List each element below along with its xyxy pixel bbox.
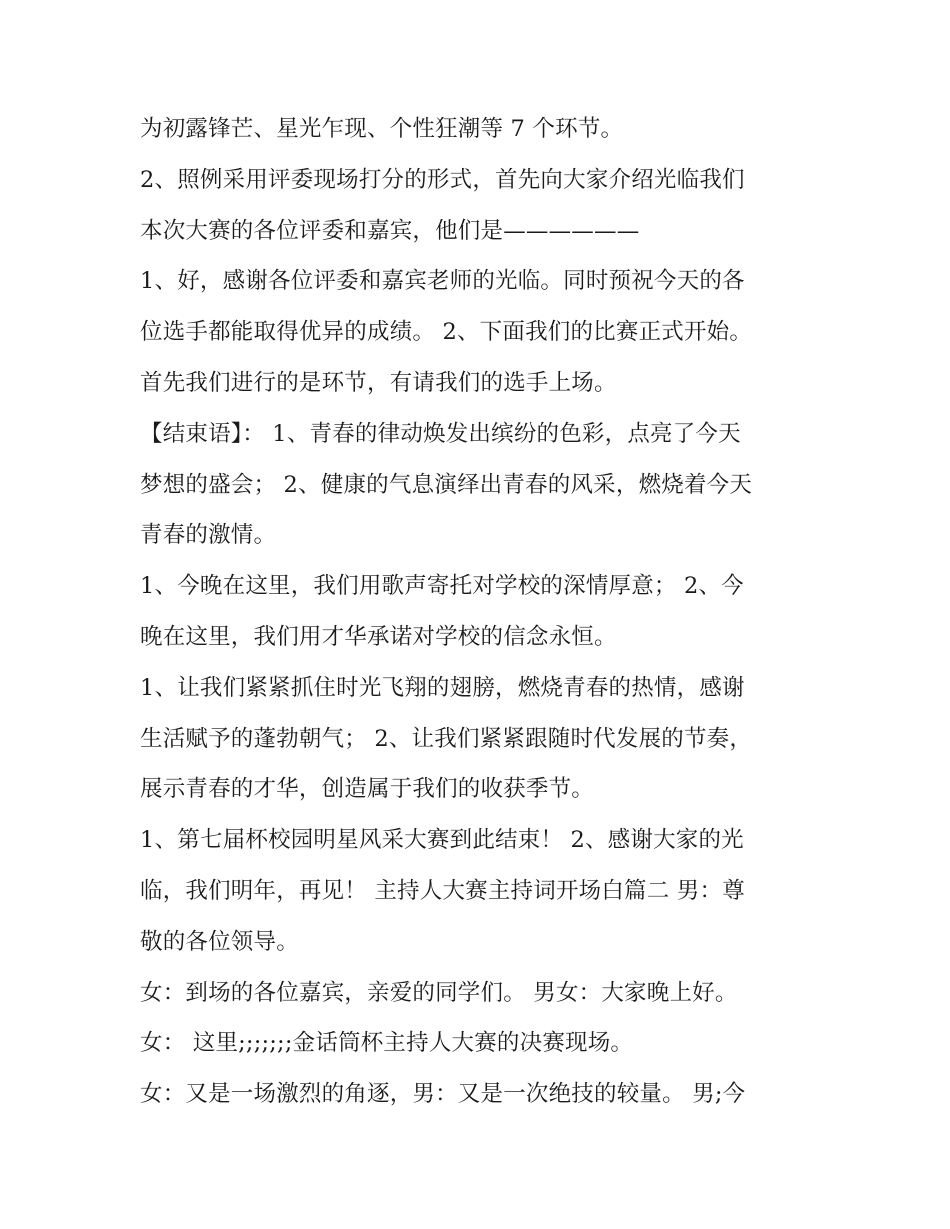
text-line: 女：又是一场激烈的角逐，男：又是一次绝技的较量。 男;今 <box>140 1081 746 1108</box>
text-line: 为初露锋芒、星光乍现、个性狂潮等 7 个环节。 <box>140 116 624 142</box>
text-line: 位选手都能取得优异的成绩。 2、下面我们的比赛正式开始。 <box>140 319 753 346</box>
text-line: 2、照例采用评委现场打分的形式，首先向大家介绍光临我们 <box>140 166 745 193</box>
text-line: 女： 这里;;;;;;;金话筒杯主持人大赛的决赛现场。 <box>140 1030 634 1057</box>
text-line: 梦想的盛会； 2、健康的气息演绎出青春的风采，燃烧着今天 <box>140 471 753 498</box>
document-body <box>140 104 820 1120</box>
text-line: 敬的各位领导。 <box>140 928 299 955</box>
text-line: 首先我们进行的是环节，有请我们的选手上场。 <box>140 369 617 396</box>
text-line: 生活赋予的蓬勃朝气； 2、让我们紧紧跟随时代发展的节奏， <box>140 725 753 752</box>
text-line: 本次大赛的各位评委和嘉宾，他们是—————— <box>140 217 640 244</box>
text-line: 展示青春的才华，创造属于我们的收获季节。 <box>140 776 595 803</box>
text-line: 【结束语】： 1、青春的律动焕发出缤纷的色彩，点亮了今天 <box>140 420 741 447</box>
text-line: 1、好，感谢各位评委和嘉宾老师的光临。同时预祝今天的各 <box>140 268 745 295</box>
text-line: 临，我们明年，再见！ 主持人大赛主持词开场白篇二 男：尊 <box>140 877 745 904</box>
text-line: 女：到场的各位嘉宾，亲爱的同学们。 男女：大家晚上好。 <box>140 979 738 1006</box>
text-line: 晚在这里，我们用才华承诺对学校的信念永恒。 <box>140 623 617 650</box>
text-line: 青春的激情。 <box>140 522 277 549</box>
text-line: 1、今晚在这里，我们用歌声寄托对学校的深情厚意； 2、今 <box>140 573 744 600</box>
text-line: 1、让我们紧紧抓住时光飞翔的翅膀，燃烧青春的热情，感谢 <box>140 674 745 701</box>
text-line: 1、第七届杯校园明星风采大赛到此结束！ 2、感谢大家的光 <box>140 827 744 854</box>
